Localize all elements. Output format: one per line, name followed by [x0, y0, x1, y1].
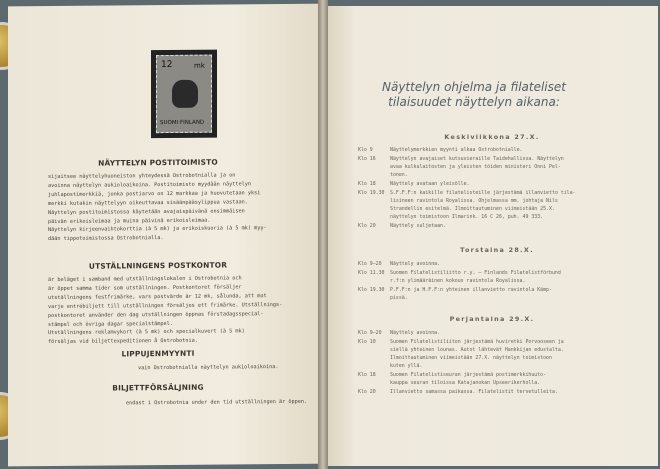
entry-time: Klo 11.30 — [358, 270, 385, 276]
horse-emblem-icon — [172, 80, 198, 108]
entry-description: lisineen ravintola Royalissa. Ohjelmassa mm. johtaja Nils — [390, 198, 558, 204]
entry-description: S.F.F.F:n kaikille filatelisteille järjestämä illanvietto tila- — [390, 190, 576, 196]
entry-description: Suomen Filatelistiliiton järjestämä huviretki Porvooseen ja — [390, 339, 564, 345]
entry-description: Näyttely avataan yleisölle. — [390, 181, 470, 187]
entry-description: kauppa seuran tiloissa Katajanokan Upseerikerholla. — [390, 380, 541, 386]
section-text-line: är öppet samma tider som utställningen. Postkontoret försäljer — [48, 284, 242, 292]
section-text-line: Utställningens reklamvykort (à 5 mk) och specialkuvert (à 5 mk) — [48, 328, 245, 337]
entry-description: Näyttely avoinna. — [390, 330, 441, 336]
section-text-line: försäljas vid biljettexpeditionen å Ostrobotnia. — [48, 338, 198, 346]
entry-time: Klo 20 — [358, 223, 376, 229]
stamp-country: SUOMI·FINLAND — [160, 119, 205, 127]
section-text-line: Näyttelyn postitoimistossa käytetään avajaispäivänä ensimmäisen — [48, 207, 245, 216]
entry-description: Strandellin esitelmä. Ilmoittautuminen viimeistään 25.X. — [390, 206, 555, 212]
program-title-line-2: tilaisuudet näyttelyn aikana: — [388, 95, 560, 109]
stamp-value: 12 — [161, 59, 173, 71]
entry-time: Klo 18 — [358, 181, 376, 187]
entry-description: tonen. — [390, 172, 408, 178]
stamp-image — [156, 55, 212, 133]
section-heading: UTSTÄLLNINGENS POSTKONTOR — [88, 260, 228, 271]
entry-description: Suomen Filatelistiliitto r.y. — Finlands Filatelistförbund — [390, 270, 561, 276]
entry-description: pissä. — [390, 295, 408, 301]
entry-description: Näyttelymerkkien myynti alkaa Ostrobotnialle. — [390, 147, 523, 153]
day-heading: Torstaina 28.X. — [460, 246, 534, 254]
entry-description: siellä yhteinen lounas. Autot lähtevät Hankkijan edustalta. — [390, 347, 564, 353]
section-text-line: är beläget i samband med utställningslokalen i Ostrobotnia och — [48, 275, 242, 284]
section-text-line: varje entrébiljett till utställningen försäljes ett frimärke. Utställnings- — [48, 301, 283, 310]
entry-description: Illanvietto samassa paikassa. Filatelistit tervetulleita. — [390, 389, 558, 395]
entry-time: Klo 16 — [358, 156, 376, 162]
entry-description: Näyttely suljetaan. — [390, 223, 446, 229]
section-text-line: dään tippotoimistossa Ostrobotnialla. — [48, 235, 164, 243]
entry-description: näyttelyn toimistoon Ilmarink. 16 C 26, puh. 49 333. — [390, 214, 544, 220]
left-page — [8, 4, 328, 467]
entry-description: Näyttelyn avajaiset kutsuvieraille Taidehallissa. Näyttelyn — [390, 156, 564, 162]
entry-time: Klo 20 — [358, 389, 376, 395]
entry-description: r.f:n ylimääräinen kokous ravintola Royalissa. — [390, 278, 526, 284]
section-text-line: Näyttelyn kirjeenvaihtokorttia (à 5 mk) ja erikoiskuoria (à 5 mk) myy- — [48, 225, 267, 234]
stamp-unit: mk — [194, 61, 205, 70]
entry-time: Klo 10 — [358, 339, 376, 345]
day-heading: Perjantaina 29.X. — [449, 315, 535, 323]
section-heading: NÄYTTELYN POSTITOIMISTO — [98, 157, 218, 168]
entry-time: Klo 18 — [358, 372, 376, 378]
section-text-line: postkontoret använder den dag utställningen öppnas förstadagsspecial- — [48, 310, 264, 319]
entry-time: Klo 19.30 — [358, 287, 385, 293]
entry-description: Näyttely avoinna. — [390, 261, 441, 267]
section-text-line: endast i Ostrobotnia under den tid utställningen är öppen. — [126, 398, 308, 407]
section-heading: BILJETTFÖRSÄLJNING — [112, 382, 204, 393]
section-text-line: sijaitsee näyttelyhuoneiston yhteydessä Ostrobotnialla ja on — [48, 172, 236, 181]
postage-stamp — [151, 50, 217, 139]
section-text-line: juhlapostimerkkiä, jonka postiarvo on 12 markkaa ja huovutetaan yksi — [48, 189, 261, 198]
entry-time: Klo 9—20 — [358, 330, 382, 336]
section-text-line: merkki kutakin näyttelyyn oikeuttavaa sisäänpääsylippua vastaan. — [48, 198, 248, 207]
right-page — [322, 6, 658, 466]
section-text-line: utställningens festfrimärke, vars postvärde är 12 mk, sålunda, att mot — [48, 292, 267, 301]
entry-time: Klo 19.30 — [358, 190, 385, 196]
entry-description: kuten yllä. — [390, 363, 423, 369]
book-spine — [318, 0, 328, 469]
section-text-line: avoinna näyttelyn aukioloaikoina. Postitoimisto myydään näyttelyn — [48, 181, 252, 189]
entry-description: avaa kulkulaitosten ja yleisten töiden ministeri Onni Pel- — [390, 164, 561, 170]
entry-time: Klo 9—20 — [358, 261, 382, 267]
entry-description: P.F.F:n ja H.F.F:n yhteinen illanvietto ravintola Kämp- — [390, 287, 552, 293]
section-heading: LIPPUJENMYYNTI — [121, 348, 195, 359]
entry-time: Klo 9 — [358, 147, 373, 153]
entry-description: Suomen Filatelistiseuran järjestämä postimerkkihuuto- — [390, 372, 547, 378]
day-heading: Keskiviikkona 27.X. — [444, 133, 540, 141]
section-text-line: stämpel och övriga dagar specialstämpel. — [48, 320, 173, 328]
program-title-line-1: Näyttelyn ohjelma ja filateliset — [382, 80, 566, 94]
section-text-line: päivän erikoisleimaa ja muina päivinä erikoisleimaa. — [48, 217, 211, 225]
entry-description: Ilmoittautuminen viimeistään 27.X. näyttelyn toimistoon — [390, 355, 552, 361]
section-text-line: vain Ostrobotnialla näyttelyn aukioloaikoina. — [138, 364, 279, 372]
